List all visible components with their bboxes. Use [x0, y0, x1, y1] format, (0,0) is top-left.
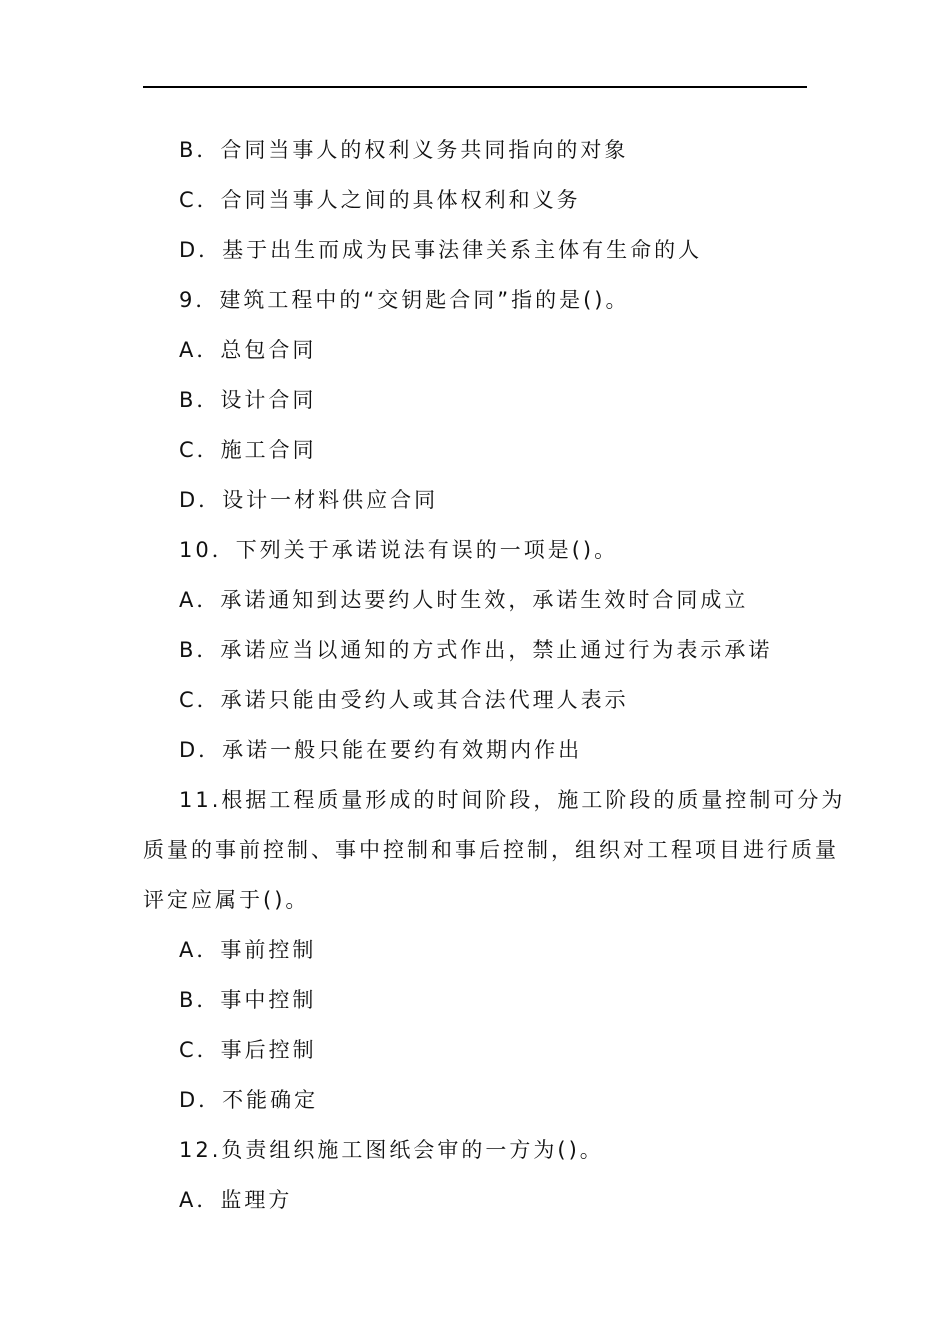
question-10: 10．下列关于承诺说法有误的一项是()。	[179, 538, 619, 562]
header-rule	[143, 86, 807, 88]
question-11-line-1: 11.根据工程质量形成的时间阶段，施工阶段的质量控制可分为	[179, 788, 846, 812]
option-a-q11: A．事前控制	[179, 938, 317, 962]
option-b-q8: B．合同当事人的权利义务共同指向的对象	[179, 138, 629, 162]
option-b-q10: B．承诺应当以通知的方式作出，禁止通过行为表示承诺	[179, 638, 773, 662]
option-a-q12: A．监理方	[179, 1188, 293, 1212]
question-11-line-3: 评定应属于()。	[143, 888, 310, 912]
option-a-q10: A．承诺通知到达要约人时生效，承诺生效时合同成立	[179, 588, 749, 612]
option-b-q9: B．设计合同	[179, 388, 317, 412]
question-12: 12.负责组织施工图纸会审的一方为()。	[179, 1138, 604, 1162]
option-d-q10: D．承诺一般只能在要约有效期内作出	[179, 738, 583, 762]
option-b-q11: B．事中控制	[179, 988, 317, 1012]
question-11-line-2: 质量的事前控制、事中控制和事后控制，组织对工程项目进行质量	[143, 838, 839, 862]
question-9: 9．建筑工程中的“交钥匙合同”指的是()。	[179, 288, 630, 312]
option-c-q11: C．事后控制	[179, 1038, 317, 1062]
option-d-q8: D．基于出生而成为民事法律关系主体有生命的人	[179, 238, 703, 262]
document-body	[143, 125, 846, 1225]
option-c-q10: C．承诺只能由受约人或其合法代理人表示	[179, 688, 629, 712]
option-d-q9: D．设计一材料供应合同	[179, 488, 439, 512]
option-a-q9: A．总包合同	[179, 338, 317, 362]
option-c-q8: C．合同当事人之间的具体权利和义务	[179, 188, 581, 212]
option-c-q9: C．施工合同	[179, 438, 317, 462]
option-d-q11: D．不能确定	[179, 1088, 319, 1112]
